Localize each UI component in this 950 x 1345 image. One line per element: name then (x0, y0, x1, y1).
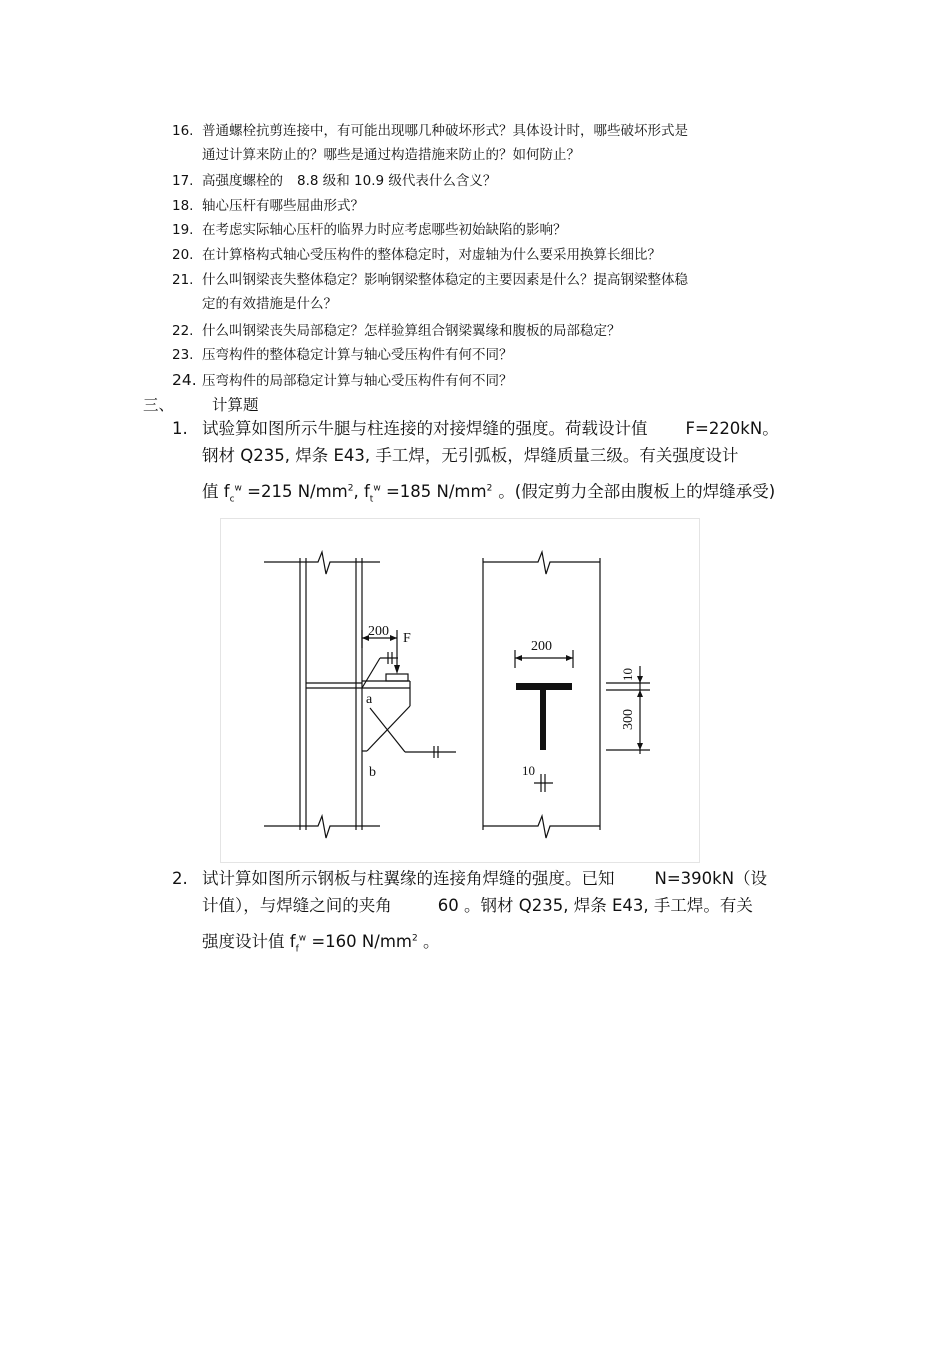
load-label-F: F (403, 631, 411, 646)
problem-2-line-3 (202, 928, 439, 954)
section-title: 计算题 (212, 396, 259, 414)
question-text: 什么叫钢梁丧失局部稳定？怎样验算组合钢梁翼缘和腹板的局部稳定？ (202, 323, 621, 339)
problem-number: 2. (172, 869, 188, 888)
question-16 (172, 119, 688, 163)
problem-2-line-1 (172, 866, 767, 892)
point-label-b: b (369, 765, 376, 780)
value-ff: =160 N/mm (306, 932, 412, 951)
problem-text: 试计算如图所示钢板与柱翼缘的连接角焊缝的强度。已知 (202, 869, 615, 888)
value-separator: , f (353, 482, 370, 501)
superscript-w: w (298, 933, 307, 944)
question-number: 21. (172, 272, 194, 288)
question-text-continued: 定的有效措施是什么？ (202, 296, 337, 312)
value-fc: =215 N/mm (241, 482, 348, 501)
question-number: 23. (172, 347, 194, 363)
subscript-c: c (229, 494, 235, 505)
point-label-a: a (366, 692, 373, 707)
dim-200-right: 200 (531, 639, 552, 654)
superscript-2: 2 (486, 483, 493, 494)
superscript-2: 2 (347, 483, 354, 494)
dim-10-bottom: 10 (522, 763, 535, 778)
question-number: 20. (172, 247, 194, 263)
problem-2-line-2 (202, 892, 753, 916)
line-end: 。 (417, 932, 440, 951)
load-value: F=220kN。 (685, 419, 779, 438)
problem-1-line-3 (202, 478, 775, 504)
value-ft: =185 N/mm (380, 482, 487, 501)
axial-force-value: N=390kN（设 (654, 869, 768, 888)
question-21 (172, 268, 688, 312)
question-number: 16. (172, 123, 194, 139)
question-number: 17. (172, 173, 194, 189)
problem-1-line-2: 钢材 Q235, 焊条 E43, 手工焊，无引弧板，焊缝质量三级。有关强度设计 (202, 446, 739, 465)
problem-number: 1. (172, 419, 188, 438)
subscript-t: t (369, 494, 374, 505)
question-23 (172, 343, 513, 367)
question-number: 24. (172, 371, 197, 389)
question-text: 高强度螺栓的 (202, 173, 283, 189)
question-text: 压弯构件的整体稳定计算与轴心受压构件有何不同？ (202, 347, 513, 363)
design-value-label: 强度设计值 f (202, 932, 296, 951)
question-17 (172, 169, 496, 193)
problem-text: 试验算如图所示牛腿与柱连接的对接焊缝的强度。荷载设计值 (202, 419, 648, 438)
problem-text: 计值），与焊缝之间的夹角 (202, 896, 392, 915)
dim-10-top: 10 (620, 668, 635, 681)
question-text: 在考虑实际轴心压杆的临界力时应考虑哪些初始缺陷的影响？ (202, 222, 567, 238)
superscript-w: w (234, 483, 242, 494)
question-20 (172, 243, 661, 267)
question-text: 普通螺栓抗剪连接中，有可能出现哪几种破坏形式？具体设计时，哪些破坏形式是 (202, 123, 688, 139)
section-heading (143, 393, 259, 415)
question-text-2: 8.8 级和 10.9 级代表什么含义？ (297, 173, 497, 189)
assumption-note: 。(假定剪力全部由腹板上的焊缝承受) (498, 482, 776, 501)
superscript-2: 2 (411, 933, 418, 944)
question-number: 22. (172, 323, 194, 339)
design-value-label: 值 f (202, 482, 230, 501)
question-24 (172, 368, 513, 393)
dim-300: 300 (621, 709, 636, 730)
question-text: 压弯构件的局部稳定计算与轴心受压构件有何不同？ (202, 373, 513, 389)
question-number: 18. (172, 198, 194, 214)
angle-and-material: 60 。钢材 Q235, 焊条 E43, 手工焊。有关 (437, 896, 753, 915)
subscript-f: f (295, 944, 299, 955)
question-number: 19. (172, 222, 194, 238)
question-text-continued: 通过计算来防止的？哪些是通过构造措施来防止的？如何防止？ (202, 147, 580, 163)
dim-200-left: 200 (368, 624, 389, 639)
question-text: 在计算格构式轴心受压构件的整体稳定时，对虚轴为什么要采用换算长细比？ (202, 247, 661, 263)
superscript-w: w (373, 483, 381, 494)
question-text: 什么叫钢梁丧失整体稳定？影响钢梁整体稳定的主要因素是什么？提高钢梁整体稳 (202, 272, 688, 288)
problem-1-line-1 (172, 416, 779, 442)
question-18 (172, 194, 364, 218)
question-text: 轴心压杆有哪些屈曲形式？ (202, 198, 364, 214)
section-number: 三、 (143, 396, 175, 414)
question-19 (172, 218, 567, 242)
question-22 (172, 319, 621, 343)
bracket-column-connection-figure (220, 518, 700, 863)
